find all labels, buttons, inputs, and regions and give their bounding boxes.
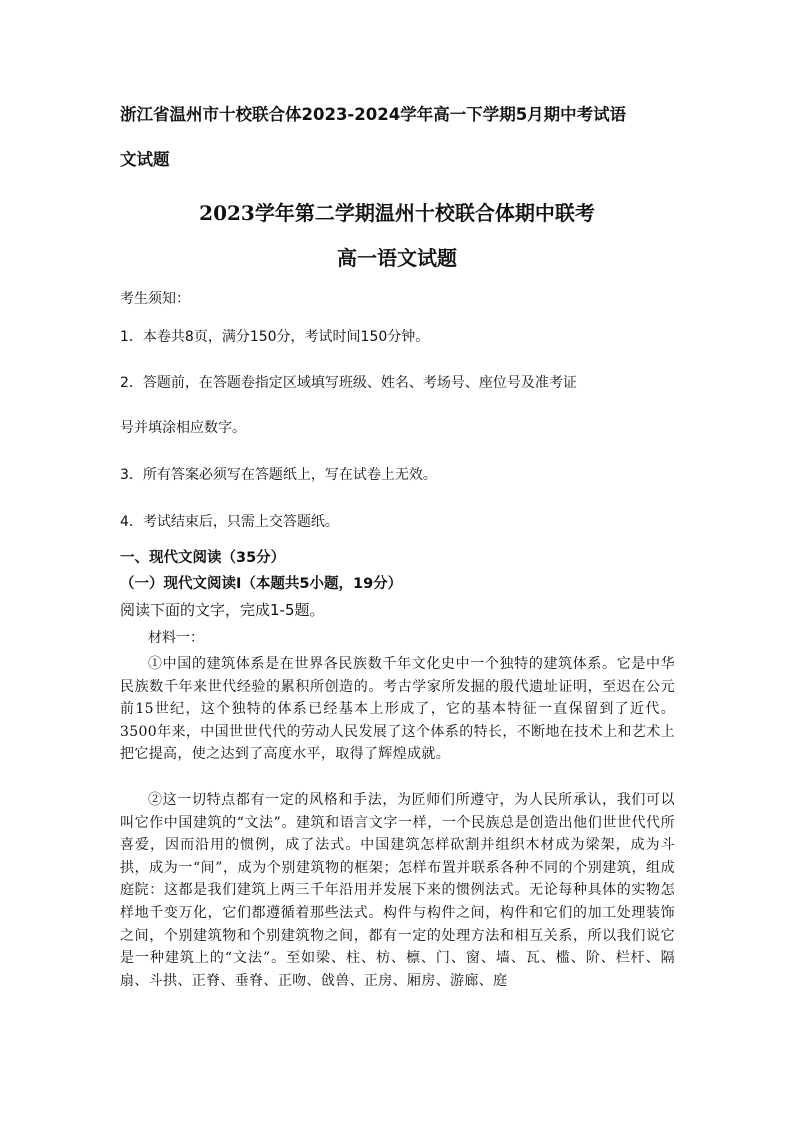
material-paragraph-2: ②这一切特点都有一定的风格和手法，为匠师们所遵守，为人民所承认，我们可以叫它作中国建筑的“文法”。建筑和语言文字一样，一个民族总是创造出他们世世代代所喜爱，因而沿用的惯例，成了法式。中国建筑怎样砍割并组织木材成为梁架，成为斗拱，成为一“间”，成为个别建筑物的框架；怎样布置并联系各种不同的个别建筑，组成庭院：这都是我们建筑上两三千年沿用并发展下来的惯例法式。无论每种具体的实物怎样地千变万化，它们都遵循着那些法式。构件与构件之间，构件和它们的加工处理装饰之间，个别建筑物和个别建筑物之间，都有一定的处理方法和相互关系，所以我们说它是一种建筑上的“文法”。至如梁、柱、枋、檩、门、窗、墙、瓦、槛、阶、栏杆、隔扇、斗拱、正脊、垂脊、正吻、戗兽、正房、厢房、游廊、庭	[120, 792, 675, 989]
reading-instruction: 阅读下面的文字，完成1-5题。	[120, 601, 325, 619]
subsection-heading: （一）现代文阅读Ⅰ（本题共5小题，19分）	[120, 576, 403, 592]
notice-item-2-line-2: 号并填涂相应数字。	[120, 420, 246, 436]
document-title-line-2: 文试题	[120, 150, 170, 169]
exam-title: 2023学年第二学期温州十校联合体期中联考	[199, 201, 595, 225]
material-label: 材料一：	[148, 630, 204, 646]
document-title-line-1: 浙江省温州市十校联合体2023-2024学年高一下学期5月期中考试语	[120, 105, 627, 124]
notice-item-4: 4．考试结束后，只需上交答题纸。	[120, 514, 339, 530]
notice-item-3: 3．所有答案必须写在答题纸上，写在试卷上无效。	[120, 467, 437, 483]
material-paragraph-1: ①中国的建筑体系是在世界各民族数千年文化史中一个独特的建筑体系。它是中华民族数千年来世代经验的累积所创造的。考古学家所发掘的殷代遗址证明，至迟在公元前15世纪，这个独特的体系已经基本上形成了，它的基本特征一直保留到了近代。3500年来，中国世世代代的劳动人民发展了这个体系的特长，不断地在技术上和艺术上把它提高，使之达到了高度水平，取得了辉煌成就。	[120, 656, 675, 763]
section-heading: 一、现代文阅读（35分）	[120, 550, 286, 566]
exam-subtitle: 高一语文试题	[337, 246, 457, 270]
notice-item-1: 1．本卷共8页，满分150分，考试时间150分钟。	[120, 329, 430, 345]
notice-item-2-line-1: 2．答题前，在答题卷指定区域填写班级、姓名、考场号、座位号及准考证	[120, 375, 577, 391]
notice-heading: 考生须知：	[120, 291, 190, 307]
